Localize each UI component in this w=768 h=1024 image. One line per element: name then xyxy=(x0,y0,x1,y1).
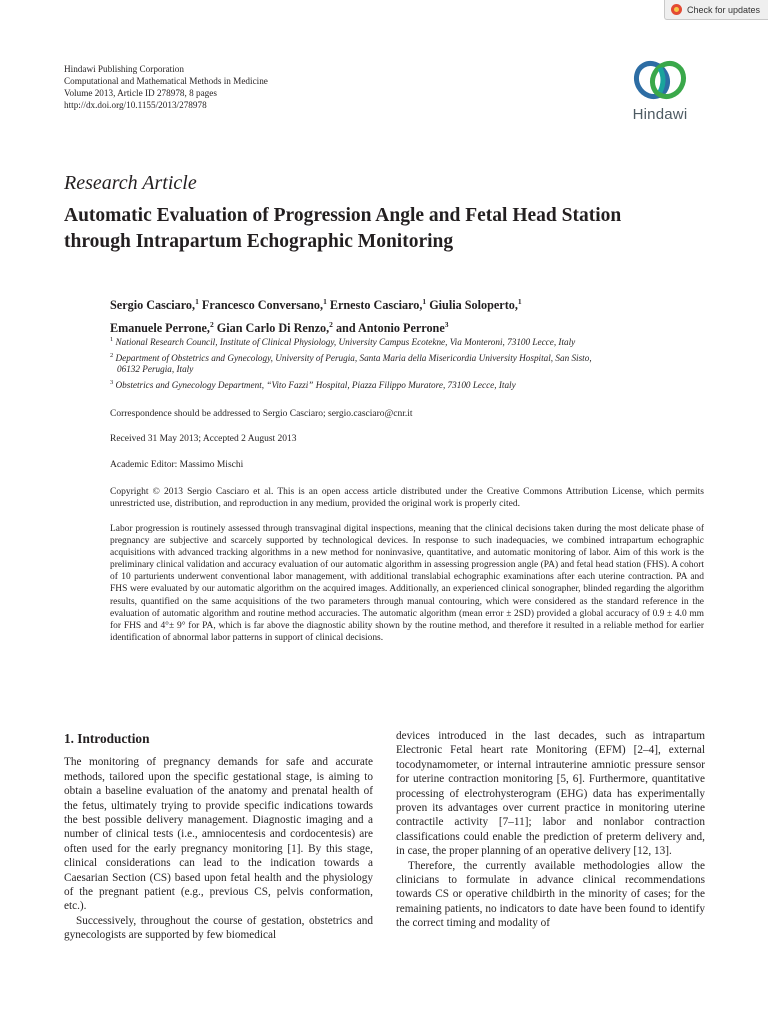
author-name: Giulia Soloperto, xyxy=(426,298,518,313)
paper-title: Automatic Evaluation of Progression Angle and Fetal Head Station through Intrapartum Echographic Monitoring xyxy=(64,205,622,252)
author-sup: 3 xyxy=(444,320,449,330)
author-list xyxy=(110,292,670,338)
author-name: Emanuele Perrone, xyxy=(110,321,210,336)
paragraph: Successively, throughout the course of gestation, obstetrics and gynecologists are supported by few biomedical xyxy=(64,914,373,942)
check-for-updates-button[interactable] xyxy=(664,0,768,20)
affiliation-text: Obstetrics and Gynecology Department, “Vito Fazzi” Hospital, Piazza Filippo Muratore, 73100 Lecce, Italy xyxy=(115,379,516,390)
affiliation-number: 1 xyxy=(110,336,114,343)
crossmark-icon xyxy=(671,4,682,15)
affiliation-3 xyxy=(110,377,700,392)
copyright-notice: Copyright © 2013 Sergio Casciaro et al. This is an open access article distributed under the Creative Commons Attribution License, which permits unrestricted use, distribution, and reproduction in any medium, provided the original work is properly cited. xyxy=(110,487,704,509)
affiliation-text: Department of Obstetrics and Gynecology, University of Perugia, Santa Maria della Misericordia University Hospital, San Sisto, xyxy=(115,352,592,363)
hindawi-wordmark: Hindawi xyxy=(632,106,688,123)
publisher: Hindawi Publishing Corporation xyxy=(64,64,184,74)
article-type: Research Article xyxy=(64,172,197,194)
hindawi-logo xyxy=(628,58,692,123)
author-name: Ernesto Casciaro, xyxy=(326,298,423,313)
right-column xyxy=(396,729,705,931)
author-name: and Antonio Perrone xyxy=(332,321,445,336)
affiliation-number: 3 xyxy=(110,378,114,386)
paragraph: The monitoring of pregnancy demands for safe and accurate methods, tailored upon the specific gestational stage, is aiming to obtain a baseline evaluation of the anatomy and prenatal health of the fetus, ultimately trying to provide specific indications towards the best possible delivery management. Diagnostic imaging and a number of clinical tests (i.e., amniocentesis and cordocentesis) are often used for the early pregnancy monitoring [1]. By this stage, clinical considerations can lead to the indication towards a Caesarian Section (CS) based upon fetal health and the physiology of the pregnant patient (e.g., previous CS, pelvis conformation, etc.). xyxy=(64,756,373,913)
affiliation-text: 06132 Perugia, Italy xyxy=(117,364,194,375)
left-column xyxy=(64,731,373,943)
author-sup: 2 xyxy=(209,320,214,330)
author-name: Gian Carlo Di Renzo, xyxy=(213,321,330,336)
academic-editor: Academic Editor: Massimo Mischi xyxy=(110,460,244,470)
author-name: Sergio Casciaro, xyxy=(110,298,196,313)
check-for-updates-label: Check for updates xyxy=(687,4,761,15)
affiliation-2 xyxy=(110,350,700,376)
volume-info: Volume 2013, Article ID 278978, 8 pages xyxy=(64,88,217,98)
affiliation-number: 2 xyxy=(110,351,114,359)
correspondence: Correspondence should be addressed to Sergio Casciaro; sergio.casciaro@cnr.it xyxy=(110,409,413,419)
section-heading: 1. Introduction xyxy=(64,731,150,746)
affiliation-text: National Research Council, Institute of Clinical Physiology, University Campus Ecotekne, Via Monteroni, 73100 Lecce, Italy xyxy=(115,337,576,348)
author-sup: 1 xyxy=(323,297,327,306)
author-sup: 2 xyxy=(329,320,333,330)
author-name: Francesco Conversano, xyxy=(198,298,324,313)
author-line-1 xyxy=(110,292,670,315)
hindawi-rings-icon xyxy=(630,58,690,108)
affiliation-1 xyxy=(110,334,700,349)
affiliations xyxy=(110,334,700,392)
paragraph: devices introduced in the last decades, such as intrapartum Electronic Fetal heart rate Monitoring (EFM) [2–4], external tocodynamometer, or internal intrauterine amniotic pressure sensor for uterine contraction monitoring [5, 6]. Furthermore, quantitative processing of electrohysterogram (EHG) data has experimentally proven its advantages over current practice in monitoring uterine contractile activity [7–11]; labor and nonlabor contraction classifications could enable the prediction of preterm delivery and, in case, the proper planning of an operative delivery [12, 13]. xyxy=(396,730,705,858)
journal-info xyxy=(64,63,268,111)
journal-name: Computational and Mathematical Methods in Medicine xyxy=(64,76,268,86)
author-sup: 1 xyxy=(195,297,199,306)
author-sup: 1 xyxy=(517,297,522,306)
author-sup: 1 xyxy=(422,297,427,306)
paragraph: Therefore, the currently available methodologies allow the clinicians to formulate in advance clinical recommendations towards CS or operative childbirth in the minority of cases; for the remaining patients, no indicators to date have been found to identify the correct timing and modality of xyxy=(396,859,705,930)
doi-link[interactable]: http://dx.doi.org/10.1155/2013/278978 xyxy=(64,100,207,110)
received-date: Received 31 May 2013; Accepted 2 August 2013 xyxy=(110,434,297,444)
abstract: Labor progression is routinely assessed through transvaginal digital inspections, meaning that the clinical decisions taken during the most delicate phase of pregnancy are subjective and scarcely supported by technological devices. In response to such inadequacies, we combined intrapartum echographic acquisitions with advanced tracking algorithms in a new method for noninvasive, quantitative, and automatic monitoring of labor. Aim of this work is the preliminary clinical validation and accuracy evaluation of our automatic algorithm in assessing progression angle (PA) and fetal head station (FHS). A cohort of 10 parturients underwent conventional labor management, with additional translabial echographic examinations after each uterine contraction. PA and FHS were evaluated by our automatic algorithm on the acquired images. Additionally, an experienced clinical sonographer, blinded regarding the algorithm results, quantified on the same acquisitions of the two parameters through manual contouring, which were considered as the standard reference in the evaluation of automatic algorithm and routine method accuracies. The automatic algorithm (mean error ± 2SD) provided a global accuracy of 0.9 ± 4.0 mm for FHS and 4°± 9° for PA, which is far above the diagnostic ability shown by the routine method, and therefore it resulted in a reliable method for earlier identification of abnormal labor patterns in support of clinical decisions. xyxy=(110,524,704,643)
